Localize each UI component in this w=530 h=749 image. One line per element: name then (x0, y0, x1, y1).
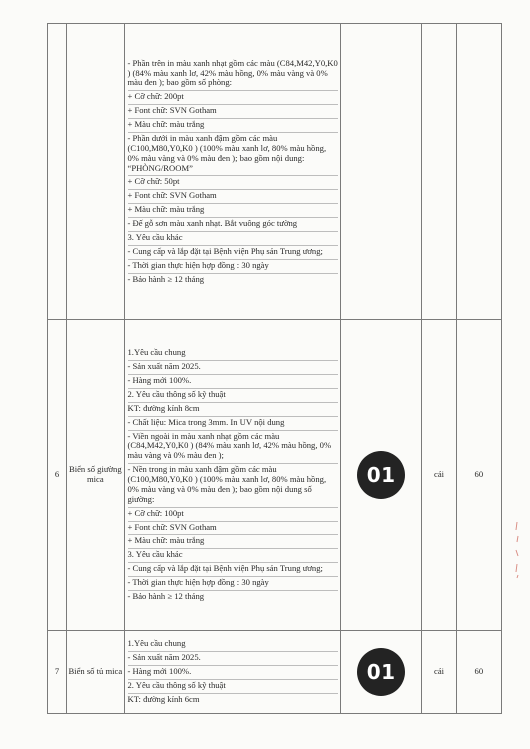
row-number: 7 (48, 631, 67, 714)
table-row (48, 24, 502, 320)
item-name: Biển số tủ mica (67, 631, 124, 714)
spec-line: 1.Yêu cầu chung (128, 638, 338, 652)
spec-line: + Màu chữ: màu trắng (128, 204, 338, 218)
unit: cái (422, 631, 456, 714)
spec-line: - Sản xuất năm 2025. (128, 361, 338, 375)
spec-cell (124, 631, 340, 714)
spec-line: - Hàng mới 100%. (128, 375, 338, 389)
table-row (48, 320, 502, 631)
spec-line: - Bảo hành ≥ 12 tháng (127, 273, 205, 284)
spec-line: + Màu chữ: màu trắng (128, 119, 338, 133)
spec-line: KT: đường kính 8cm (128, 403, 338, 417)
spec-line: 2. Yêu cầu thông số kỹ thuật (128, 680, 338, 694)
item-name: Biển số giường mica (67, 320, 124, 631)
spec-line: - Bảo hành ≥ 12 tháng (127, 590, 205, 601)
spec-line: - Sản xuất năm 2025. (128, 652, 338, 666)
specification-table (47, 23, 502, 714)
spec-list (125, 57, 340, 287)
spec-line: + Cỡ chữ: 50pt (128, 176, 338, 190)
spec-cell (124, 320, 340, 631)
spec-line: 3. Yêu cầu khác (128, 549, 338, 563)
spec-line: + Font chữ: SVN Gotham (128, 522, 338, 536)
quantity (456, 24, 501, 320)
spec-line: KT: đường kính 6cm (127, 693, 200, 704)
spec-line: - Phần trên in màu xanh nhạt gồm các màu (C84,M42,Y0,K0 ) (84% màu xanh lơ, 42% màu hồng, 0% màu vàng và 0% màu đen ); bao gồm số phòng: (128, 58, 338, 92)
spec-line: - Cung cấp và lắp đặt tại Bệnh viện Phụ sản Trung ương; (128, 246, 338, 260)
unit: cái (422, 320, 456, 631)
spec-line: + Cỡ chữ: 100pt (128, 508, 338, 522)
sample-image-cell (340, 24, 422, 320)
sample-image-cell (340, 631, 422, 714)
spec-line: - Thời gian thực hiện hợp đồng : 30 ngày (128, 577, 338, 591)
bed-number-sign-image: 01 (357, 451, 405, 499)
spec-line: - Nền trong in màu xanh đậm gồm các màu (C100,M80,Y0,K0 ) (100% màu xanh lơ, 80% màu hồng, 0% màu vàng và 0% màu đen ); bao gồm nội dung số giường: (128, 464, 338, 508)
row-number (48, 24, 67, 320)
spec-line: - Hàng mới 100%. (128, 666, 338, 680)
spec-line: + Màu chữ: màu trắng (128, 535, 338, 549)
spec-line: + Cỡ chữ: 200pt (128, 91, 338, 105)
spec-line: 1.Yêu cầu chung (128, 347, 338, 361)
spec-line: - Viền ngoài in màu xanh nhạt gồm các màu (C84,M42,Y0,K0 ) (84% màu xanh lơ, 42% màu hồng, 0% màu vàng và 0% màu đen ); (128, 431, 338, 465)
cabinet-number-sign-image: 01 (357, 648, 405, 696)
sample-image-cell (340, 320, 422, 631)
quantity: 60 (456, 320, 501, 631)
spec-line: 2. Yêu cầu thông số kỹ thuật (128, 389, 338, 403)
spec-list (125, 637, 340, 706)
spec-line: - Đế gỗ sơn màu xanh nhạt. Bắt vuông góc tường (128, 218, 338, 232)
spec-line: - Cung cấp và lắp đặt tại Bệnh viện Phụ sản Trung ương; (128, 563, 338, 577)
margin-stamp-mark (514, 520, 520, 580)
row-number: 6 (48, 320, 67, 631)
spec-line: - Phần dưới in màu xanh đậm gồm các màu (C100,M80,Y0,K0 ) (100% màu xanh lơ, 80% màu hồng, 0% màu vàng và 0% màu đen ); bao gồm nội dung: “PHÒNG/ROOM” (128, 133, 338, 177)
spec-line: 3. Yêu cầu khác (128, 232, 338, 246)
spec-line: - Chất liệu: Mica trong 3mm. In UV nội dung (128, 417, 338, 431)
unit (422, 24, 456, 320)
spec-list (125, 346, 340, 604)
quantity: 60 (456, 631, 501, 714)
spec-cell (124, 24, 340, 320)
spec-line: - Thời gian thực hiện hợp đồng : 30 ngày (128, 260, 338, 274)
spec-line: + Font chữ: SVN Gotham (128, 190, 338, 204)
item-name (67, 24, 124, 320)
table-row (48, 631, 502, 714)
spec-line: + Font chữ: SVN Gotham (128, 105, 338, 119)
